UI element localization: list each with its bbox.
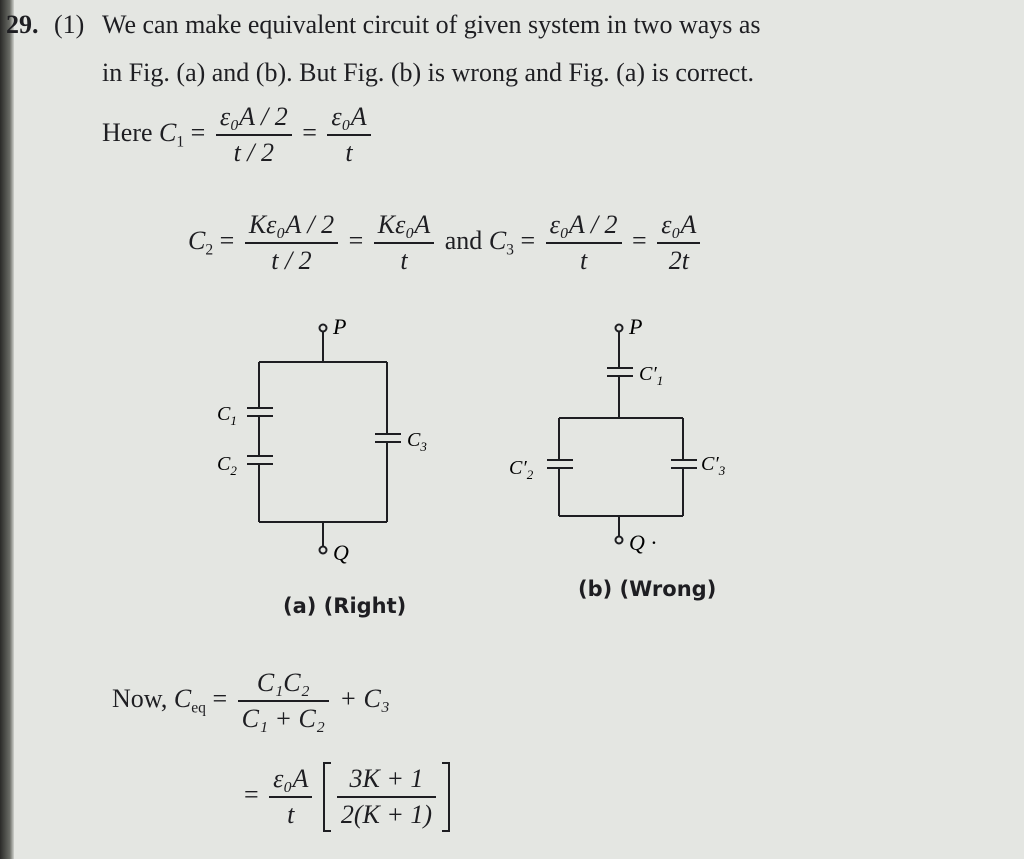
final-den-1: t [287, 800, 295, 829]
c1-num-1: ε₀A / 2 [216, 102, 292, 136]
final-num-1: ε₀A [269, 764, 312, 798]
answer-option-text: (1) [54, 10, 85, 39]
label-c1-b: $C'_1$ [639, 363, 664, 388]
final-fraction-2 [337, 764, 436, 830]
caption-b: (b) (Wrong) [578, 577, 717, 601]
label-c3-b: $C'_3$ [701, 453, 726, 478]
c3-num-2: ε₀A [657, 210, 700, 244]
question-line-2: in Fig. (a) and (b). But Fig. (b) is wrong and Fig. (a) is correct. [102, 58, 755, 87]
equation-c1: Here $C_1$ = $\frac{\text{ε₀A / 2}}{t / 2}$ = $\frac{\text{ε₀A}}{t}$ [102, 102, 375, 168]
circuit-diagram-a [195, 310, 455, 580]
c1-den-1: t / 2 [233, 138, 275, 167]
ceq-numerator: C₁C₂ [238, 668, 329, 702]
ceq-fraction [238, 668, 329, 734]
question-line-1: We can make equivalent circuit of given system in two ways as [102, 10, 761, 39]
now-label: Now, [112, 683, 168, 713]
c1-fraction-1 [216, 102, 292, 168]
ceq-symbol [173, 683, 206, 717]
final-bracket [323, 762, 450, 832]
final-num-2: 3K + 1 [337, 764, 436, 798]
question-number [6, 10, 39, 40]
label-q-b: Q · [629, 530, 657, 555]
c3-fraction-1 [546, 210, 622, 276]
ceq-subscript: eq [191, 699, 206, 717]
final-den-2: 2(K + 1) [340, 800, 433, 829]
ceq-letter: C [173, 683, 192, 713]
c3-den-1: t [579, 246, 588, 275]
label-p-b: P [629, 314, 643, 339]
label-c1-a: $C_1$ [217, 403, 237, 428]
final-fraction-1 [269, 764, 312, 830]
terminal-p-b [616, 325, 623, 332]
circuit-diagram-b [495, 310, 765, 560]
ceq-denominator: C₁ + C₂ [241, 704, 325, 733]
label-c3-a: $C_3$ [407, 429, 427, 454]
c2-den-2: t [400, 246, 408, 275]
label-q-a: Q [333, 540, 349, 565]
label-c2-a: $C_2$ [217, 453, 237, 478]
label-p-a: P [333, 314, 347, 339]
c1-den-2: t [345, 138, 353, 167]
terminal-q-b [616, 537, 623, 544]
c3-letter: C [488, 225, 507, 255]
and-label: and [444, 225, 483, 255]
here-label: Here [102, 117, 153, 147]
c3-den-2: 2t [668, 246, 689, 275]
c3-subscript: 3 [506, 241, 514, 259]
c2-den-1: t / 2 [271, 246, 312, 275]
c3-symbol [488, 225, 514, 259]
c2-fraction-1 [245, 210, 338, 276]
book-spine-shadow [0, 0, 14, 859]
c2-symbol [188, 225, 214, 259]
equation-c2-c3: $C_2$ = $\frac{\text{Kε₀A / 2}}{t / 2}$ = $\frac{\text{Kε₀A}}{t}$ and $C_3$ = $\frac{\text{ε₀A / 2}}{t}$ = $\frac{\text{ε₀A}}{2t}$ [188, 210, 704, 276]
label-c2-b: $C'_2$ [509, 457, 534, 482]
question-number-text: 29. [6, 10, 39, 39]
c2-subscript: 2 [205, 241, 214, 259]
ceq-tail: + C₃ [339, 683, 390, 713]
c1-subscript: 1 [176, 133, 185, 151]
c2-fraction-2 [374, 210, 435, 276]
c2-num-1: Kε₀A / 2 [245, 210, 338, 244]
answer-option [54, 10, 84, 40]
caption-a: (a) (Right) [283, 594, 407, 618]
equation-final: = $\frac{\text{ε₀A}}{t}$ $\frac{3K + 1}{2(K + 1)}$ [244, 762, 450, 832]
c1-num-2: ε₀A [327, 102, 370, 136]
c1-symbol [159, 117, 185, 151]
c2-letter: C [188, 225, 206, 255]
c1-letter: C [159, 117, 177, 147]
terminal-q-a [320, 547, 327, 554]
c3-fraction-2 [657, 210, 700, 276]
c2-num-2: Kε₀A [374, 210, 435, 244]
c1-fraction-2 [327, 102, 370, 168]
equation-ceq: Now, $C_{eq}$ = $\frac{\text{C₁C₂}}{\text{C₁ + C₂}}$ + C₃ [112, 668, 390, 733]
terminal-p-a [320, 325, 327, 332]
c3-num-1: ε₀A / 2 [546, 210, 622, 244]
